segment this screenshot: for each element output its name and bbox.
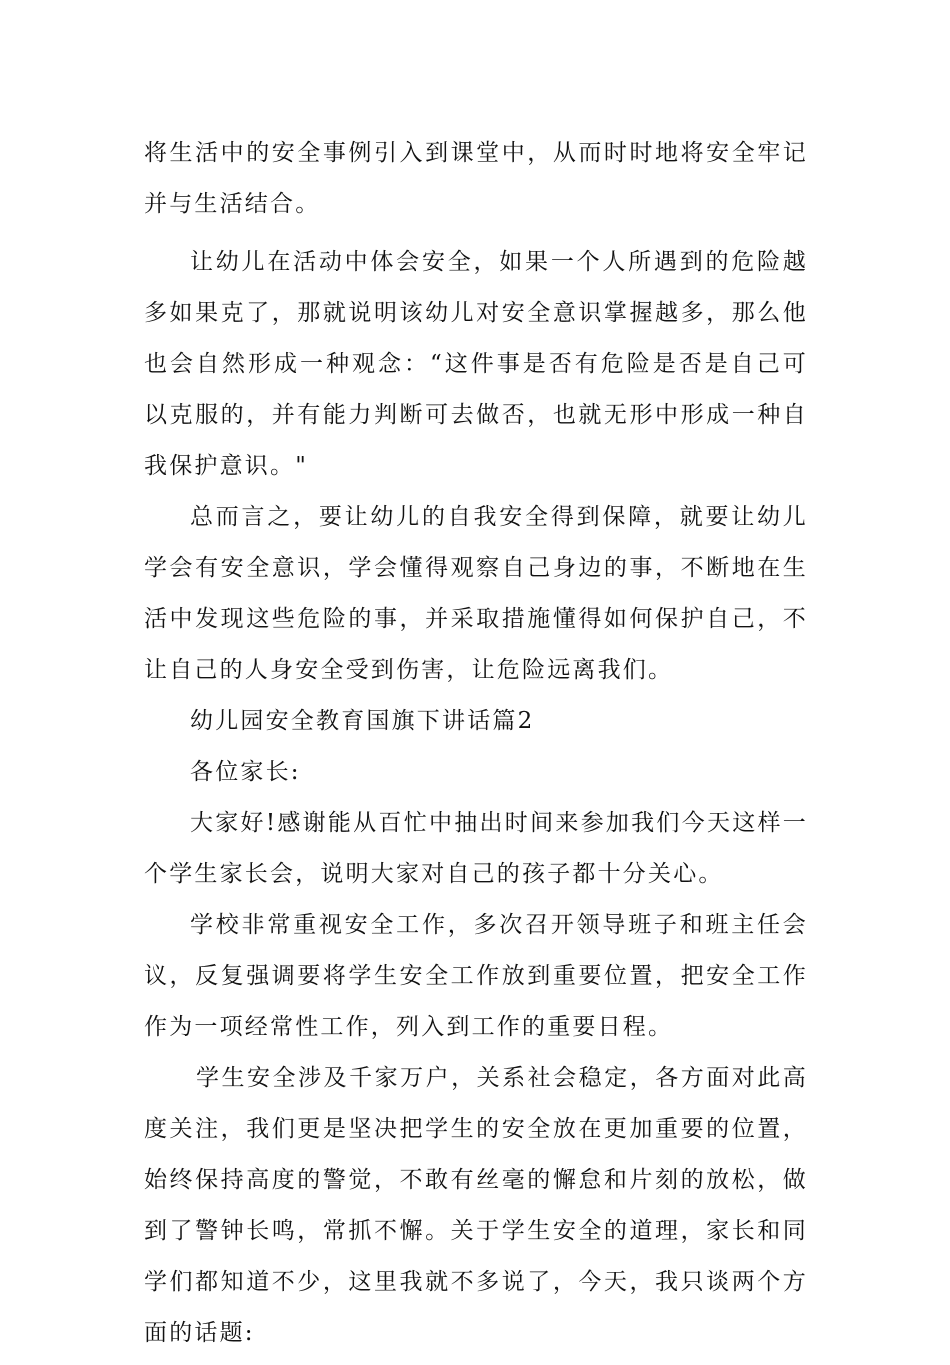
paragraph-greeting: 大家好!感谢能从百忙中抽出时间来参加我们今天这样一个学生家长会，说明大家对自己的孩子都十分关心。 <box>144 810 808 887</box>
paragraph-3: 总而言之，要让幼儿的自我安全得到保障，就要让幼儿学会有安全意识，学会懂得观察自己身边的事，不断地在生活中发现这些危险的事，并采取措施懂得如何保护自己，不让自己的人身安全受到伤害，让危险远离我们。 <box>144 504 808 683</box>
paragraph-school-safety: 学校非常重视安全工作，多次召开领导班子和班主任会议，反复强调要将学生安全工作放到重要位置，把安全工作作为一项经常性工作，列入到工作的重要日程。 <box>144 912 808 1040</box>
paragraph-student-safety: 学生安全涉及千家万户，关系社会稳定，各方面对此高度关注，我们更是坚决把学生的安全放在更加重要的位置，始终保持高度的警觉，不敢有丝毫的懈怠和片刻的放松，做到了警钟长鸣，常抓不懈。关于学生安全的道理，家长和同学们都知道不少，这里我就不多说了，今天，我只谈两个方面的话题: <box>144 1065 808 1346</box>
paragraph-2: 让幼儿在活动中体会安全，如果一个人所遇到的危险越多如果克了，那就说明该幼儿对安全意识掌握越多，那么他也会自然形成一种观念：“这件事是否有危险是否是自己可以克服的，并有能力判断可去做否，也就无形中形成一种自我保护意识。" <box>144 249 808 479</box>
salutation: 各位家长: <box>190 759 301 785</box>
document-body <box>144 128 808 1365</box>
section-heading: 幼儿园安全教育国旗下讲话篇2 <box>190 708 535 734</box>
paragraph-1: 将生活中的安全事例引入到课堂中，从而时时地将安全牢记并与生活结合。 <box>144 140 808 217</box>
